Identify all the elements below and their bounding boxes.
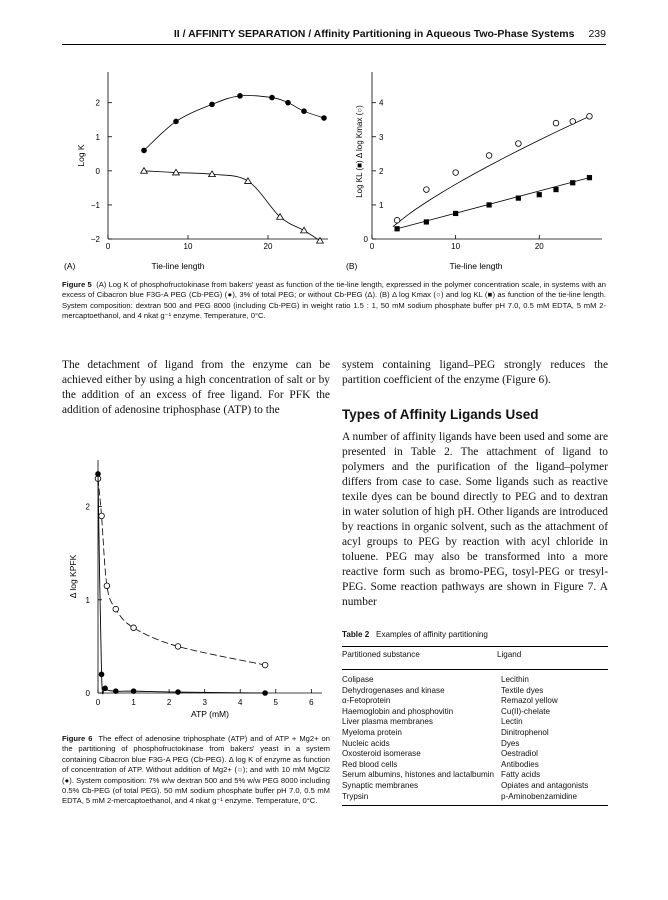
y-tick-label: 1 xyxy=(379,200,384,210)
data-point xyxy=(486,202,491,207)
data-point xyxy=(453,211,458,216)
data-point xyxy=(394,226,399,231)
table-cell-ligand: Fatty acids xyxy=(501,770,541,780)
x-tick-label: 6 xyxy=(309,698,314,707)
table-cell-substance: Oxosteroid isomerase xyxy=(342,749,421,759)
table2-header-ligand: Ligand xyxy=(497,650,522,659)
table-cell-substance: Synaptic membranes xyxy=(342,780,419,790)
header-rule xyxy=(62,44,606,45)
running-header xyxy=(0,28,606,40)
figure5b-panel-label: (B) xyxy=(346,261,358,271)
x-tick-label: 0 xyxy=(369,242,375,251)
data-point xyxy=(570,119,576,125)
data-point xyxy=(209,102,215,108)
data-point xyxy=(516,141,522,147)
data-point xyxy=(453,170,459,176)
series-curve xyxy=(98,479,265,665)
data-point xyxy=(486,153,492,159)
data-point xyxy=(553,187,558,192)
data-point xyxy=(424,219,429,224)
data-point xyxy=(553,120,559,126)
table2-header-rule xyxy=(342,669,608,670)
data-point xyxy=(141,168,148,174)
data-point xyxy=(317,238,324,244)
table-row xyxy=(342,739,608,750)
table2-label: Table 2 xyxy=(342,630,370,639)
data-point xyxy=(262,690,268,696)
data-point xyxy=(269,95,275,101)
table2-header-substance: Partitioned substance xyxy=(342,650,420,659)
y-tick-label: 1 xyxy=(95,132,100,142)
data-point xyxy=(237,93,243,99)
table-cell-substance: α-Fetoprotein xyxy=(342,696,391,706)
table-cell-ligand: Lectin xyxy=(501,717,523,727)
table2-title xyxy=(342,630,608,639)
left-paragraph: The detachment of ligand from the enzyme can be achieved either by using a high concentration of salt or by the addition of an excess of free ligand. For PFK the addition of adenosine triphosphase (ATP) to the xyxy=(62,359,330,416)
table-row xyxy=(342,770,608,781)
data-point xyxy=(301,227,308,233)
table-row xyxy=(342,707,608,718)
series-curve xyxy=(144,171,320,241)
table-cell-ligand: Dinitrophenol xyxy=(501,727,549,737)
table2-header-row xyxy=(342,650,608,659)
table-cell-ligand: p-Aminobenzamidine xyxy=(501,791,578,801)
data-point xyxy=(301,108,307,114)
series-curve xyxy=(393,116,590,226)
table-cell-ligand: Cu(II)-chelate xyxy=(501,706,551,716)
figure5b-xlabel: Tie-line length xyxy=(449,261,503,271)
table-cell-substance: Liver plasma membranes xyxy=(342,717,433,727)
table-cell-substance: Trypsin xyxy=(342,791,369,801)
data-point xyxy=(173,119,179,125)
section-heading: Types of Affinity Ligands Used xyxy=(342,407,539,422)
data-point xyxy=(131,688,137,694)
figure5-panel-b xyxy=(340,62,610,274)
data-point xyxy=(245,178,252,184)
data-point xyxy=(394,217,400,223)
x-tick-label: 3 xyxy=(202,698,207,707)
data-point xyxy=(113,606,119,612)
right-paragraph-2: A number of affinity ligands have been used and some are presented in Table 2. The attachment of ligand to polymers and the purification of the ligand–polymer differs from case to case. Some ligands such as reactive texile dyes can be bound directly to PEG and to dextran in water solution of high pH. Other ligands are introduced by reactions in organic solvent, such as the attachment of acyl groups to PEG by reaction with acyl chloride in toluene. PEG may also be transformed into a more reactive form such as bromo-PEG, tosyl-PEG or tresyl-PEG. Some reaction pathways are shown in Figure 7. A number xyxy=(342,431,608,608)
data-point xyxy=(587,175,592,180)
figure5-caption-label: Figure 5 xyxy=(62,280,92,289)
table-row xyxy=(342,760,608,771)
figure6-plot xyxy=(68,460,322,719)
figure6-caption-text: The effect of adenosine triphosphate (ATP) and of ATP + Mg2+ on the partitioning of phosphofructokinase from bakers' yeast in a system containing Cibacron blue F3G-A PEG (Cb-PEG). Δ log K of enzyme as function of concentration of ATP. Without addition of Mg2+ (○); and with 10 mM MgCl2 (●). System composition: 7% w/w dextran 500 and 5% w/w PEG 8000 including 0.5% Cb-PEG (of total PEG). 50 mM sodium phosphate buffer pH 7.0, 0.5 mM EDTA, 5 mM 2-mercaptoethanol, and 4 nkat g⁻¹ enzyme. Temperature, 0°C. xyxy=(62,734,330,806)
data-point xyxy=(102,686,108,692)
data-point xyxy=(587,114,593,120)
figure5-caption-text: (A) Log K of phosphofructokinase from bakers' yeast as function of the tie-line length, expressed in the polymer concentration scale, in systems with an excess of Cibacron blue F3G-A PEG (Cb-PEG) (●), 3% of total PEG; or without Cb-PEG (Δ). (B) Δ log Kmax (○) and log KL (■) as function of the tie-line length. System composition: dextran 500 and PEG 8000 (including Cb-PEG) in weight ratio 1.5 : 1, 50 mM sodium phosphate buffer pH 7.0, 0.5 mM EDTA, 5 mM 2-mercaptoethanol, and 4 nkat g⁻¹ enzyme. Temperature, 0°C. xyxy=(62,280,606,321)
table-row xyxy=(342,792,608,803)
y-axis-label: Log K xyxy=(76,144,86,167)
y-tick-label: 0 xyxy=(363,235,368,244)
table-cell-ligand: Textile dyes xyxy=(501,685,544,695)
table-cell-ligand: Opiates and antagonists xyxy=(501,780,589,790)
data-point xyxy=(113,688,119,694)
table2-title-text: Examples of affinity partitioning xyxy=(376,630,488,639)
right-paragraph-1: system containing ligand–PEG strongly reduces the partition coefficient of the enzyme (Figure 6). xyxy=(342,359,608,386)
data-point xyxy=(131,625,137,631)
table-cell-ligand: Lecithin xyxy=(501,675,529,684)
data-point xyxy=(262,662,268,668)
data-point xyxy=(99,513,105,519)
y-tick-label: 3 xyxy=(379,132,384,142)
x-tick-label: 1 xyxy=(131,698,136,707)
table-row xyxy=(342,686,608,697)
x-tick-label: 20 xyxy=(263,242,273,251)
y-tick-label: 4 xyxy=(379,98,384,108)
table-row xyxy=(342,696,608,707)
x-axis-label: ATP (mM) xyxy=(191,709,229,719)
y-tick-label: −2 xyxy=(90,235,100,244)
table2-body xyxy=(342,675,608,802)
table-cell-substance: Dehydrogenases and kinase xyxy=(342,685,445,695)
y-axis-label: Log KL (■) Δ log Kmax (○) xyxy=(355,105,364,198)
data-point xyxy=(537,192,542,197)
y-axis-label: Δ log KPFK xyxy=(68,554,78,599)
page-number: 239 xyxy=(588,28,606,40)
y-tick-label: 2 xyxy=(379,166,384,176)
running-title: II / AFFINITY SEPARATION / Affinity Partitioning in Aqueous Two-Phase Systems xyxy=(173,28,575,40)
x-tick-label: 0 xyxy=(105,242,111,251)
table2-bottom-rule xyxy=(342,805,608,806)
table-cell-ligand: Remazol yellow xyxy=(501,696,558,706)
figure6-chart xyxy=(60,452,332,724)
data-point xyxy=(175,644,181,650)
figure5a-xlabel: Tie-line length xyxy=(151,261,205,271)
x-tick-label: 20 xyxy=(534,242,544,251)
table-cell-ligand: Oestradiol xyxy=(501,749,538,759)
figure6-caption-label: Figure 6 xyxy=(62,734,93,743)
data-point xyxy=(516,196,521,201)
x-tick-label: 10 xyxy=(451,242,461,251)
figure5b-plot xyxy=(355,72,602,251)
figure6-caption xyxy=(62,734,330,807)
data-point xyxy=(321,115,327,121)
table-row xyxy=(342,675,608,686)
table-row xyxy=(342,781,608,792)
figure5a-panel-label: (A) xyxy=(64,261,76,271)
y-tick-label: 0 xyxy=(85,689,90,698)
table-cell-ligand: Antibodies xyxy=(501,759,539,769)
table-cell-substance: Nucleic acids xyxy=(342,738,390,748)
data-point xyxy=(99,672,105,678)
table-row xyxy=(342,728,608,739)
y-tick-label: 2 xyxy=(95,98,100,108)
table-cell-substance: Haemoglobin and phosphovitin xyxy=(342,706,454,716)
data-point xyxy=(175,689,181,695)
table-cell-substance: Red blood cells xyxy=(342,759,398,769)
y-tick-label: −1 xyxy=(90,200,100,210)
figure5-panel-a xyxy=(60,62,340,274)
x-tick-label: 5 xyxy=(273,698,279,707)
y-tick-label: 1 xyxy=(85,595,90,605)
table-cell-substance: Myeloma protein xyxy=(342,727,402,737)
series-curve xyxy=(98,474,265,694)
data-point xyxy=(141,148,147,154)
data-point xyxy=(104,583,110,589)
table-row xyxy=(342,717,608,728)
table-cell-ligand: Dyes xyxy=(501,738,520,748)
series-curve xyxy=(144,95,324,150)
x-tick-label: 0 xyxy=(95,698,101,707)
x-tick-label: 2 xyxy=(166,698,172,707)
x-tick-label: 4 xyxy=(237,698,243,707)
y-tick-label: 0 xyxy=(95,166,100,176)
table-cell-substance: Serum albumins, histones and lactalbumin xyxy=(342,770,495,780)
data-point xyxy=(95,471,101,477)
data-point xyxy=(570,180,575,185)
table-row xyxy=(342,749,608,760)
y-tick-label: 2 xyxy=(85,502,90,512)
data-point xyxy=(285,100,291,106)
table2-top-rule xyxy=(342,646,608,647)
figure5-caption xyxy=(62,280,606,322)
table-cell-substance: Colipase xyxy=(342,675,374,684)
data-point xyxy=(424,187,430,193)
x-tick-label: 10 xyxy=(183,242,193,251)
figure5a-plot xyxy=(76,72,328,251)
